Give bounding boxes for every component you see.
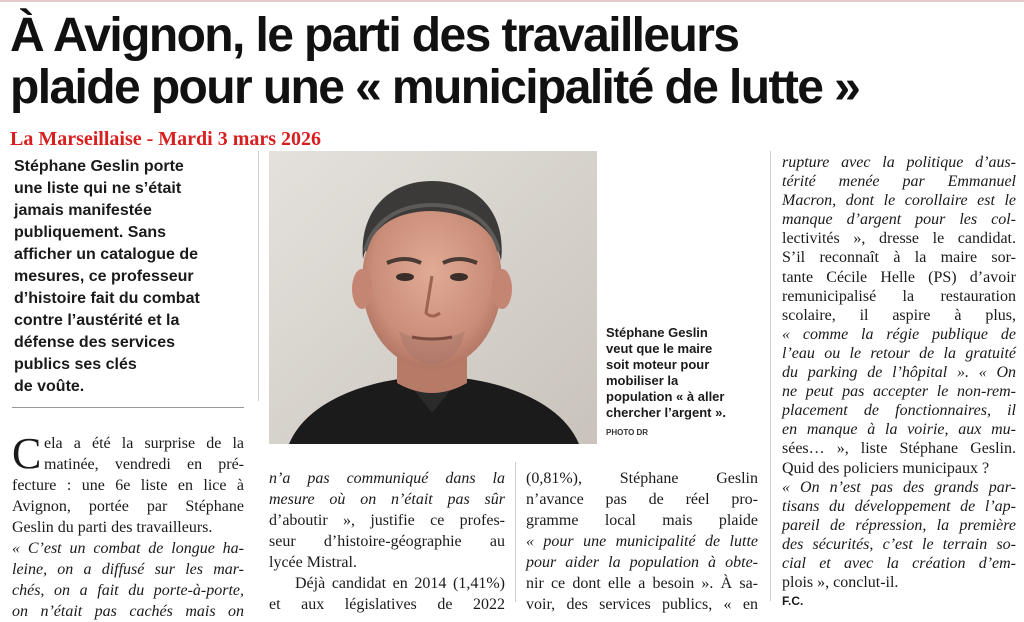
photo-credit: PHOTO DR — [606, 428, 649, 437]
text-line: manque d’argent pour les col- — [782, 211, 1016, 229]
chapo-line: jamais manifestée — [14, 202, 152, 219]
text-line: remunicipalisé la restauration — [782, 287, 1016, 305]
chapo-lead — [14, 156, 250, 398]
caption-line: mobiliser la — [606, 373, 679, 388]
photo-caption — [606, 325, 766, 421]
caption-line: population « à aller — [606, 389, 725, 404]
page-top-border — [0, 0, 1024, 2]
text-line: d’aboutir », justifie ce profes- — [269, 512, 505, 529]
text-line: « On n’est pas des grands par- — [782, 478, 1016, 496]
text-line: plois », conclut-il. — [782, 574, 899, 592]
text-line: chés, on a fait du porte-à-porte, — [12, 582, 244, 599]
source-dateline: La Marseillaise - Mardi 3 mars 2026 — [10, 128, 322, 150]
chapo-line: afficher un catalogue de — [14, 246, 199, 263]
text-line: l’eau ou le retour de la gratuité — [782, 344, 1016, 362]
text-line: « pour une municipalité de lutte — [526, 533, 758, 550]
text-line: matinée, vendredi en pré- — [44, 456, 244, 473]
text-line: térité menée par Emmanuel — [782, 173, 1016, 191]
headline-line-1: À Avignon, le parti des travailleurs — [10, 9, 739, 62]
chapo-line: d’histoire fait du combat — [14, 290, 200, 307]
text-line: tisans du développement de l’ap- — [782, 497, 1016, 515]
headline-line-2: plaide pour une « municipalité de lutte » — [10, 61, 860, 114]
text-line: en manque à la voirie, aux mu- — [782, 421, 1016, 439]
text-line: du parking de l’hôpital ». « On — [782, 364, 1016, 382]
text-line: tante Cécile Helle (PS) d’avoir — [782, 268, 1016, 286]
text-line: voir, des services publics, « en — [526, 596, 758, 613]
caption-line: veut que le maire — [606, 341, 713, 356]
chapo-line: de voûte. — [14, 378, 85, 395]
article-column-2 — [269, 468, 505, 615]
text-line: fecture : une 6e liste en lice à — [12, 477, 244, 494]
chapo-divider — [12, 407, 244, 408]
portrait-illustration — [269, 151, 597, 444]
article-column-4 — [782, 153, 1016, 611]
text-line: « comme la régie publique de — [782, 325, 1016, 343]
headline — [10, 10, 1020, 114]
text-line: Macron, dont le corollaire est le — [782, 192, 1016, 210]
portrait-photo — [269, 151, 597, 444]
text-line: Quid des policiers municipaux ? — [782, 459, 990, 477]
text-line: Avignon, portée par Stéphane — [12, 498, 244, 515]
text-line: n’a pas communiqué dans la — [269, 470, 505, 487]
text-line: « C’est un combat de longue ha- — [12, 540, 244, 557]
text-line: ne peut pas accepter le non-rem- — [782, 383, 1016, 401]
text-line: lectivités », dresse le candidat. — [782, 230, 1016, 248]
column-divider — [770, 151, 771, 601]
text-line: n’avance pas de réel pro- — [526, 491, 758, 508]
article-column-1 — [12, 429, 244, 622]
column-divider — [258, 151, 259, 401]
text-line: placement de fonctionnaires, il — [782, 402, 1016, 420]
text-line: sées… », liste Stéphane Geslin. — [782, 440, 1016, 458]
caption-line: soit moteur pour — [606, 357, 710, 372]
text-line: des sécurités, c’est le terrain so- — [782, 535, 1016, 553]
text-line: mesure où on n’était pas sûr — [269, 491, 505, 508]
text-line: lycée Mistral. — [269, 554, 357, 571]
text-line: gramme local mais plaide — [526, 512, 758, 529]
caption-line: Stéphane Geslin — [606, 325, 708, 340]
chapo-line: contre l’austérité et la — [14, 312, 180, 329]
chapo-line: une liste qui ne s’était — [14, 180, 182, 197]
article-column-3 — [526, 468, 758, 615]
chapo-line: publiquement. Sans — [14, 224, 167, 241]
chapo-line: publics ses clés — [14, 356, 137, 373]
text-line: leine, on a diffusé sur les mar- — [12, 561, 244, 578]
text-line: Déjà candidat en 2014 (1,41%) — [295, 575, 505, 592]
text-line: on n’était pas cachés mais on — [12, 603, 244, 620]
text-line: ela a été la surprise de la — [44, 435, 244, 452]
text-line: pour aider la population à obte- — [526, 554, 758, 571]
text-line: cial et avec la création d’em- — [782, 554, 1016, 572]
author-signature: F.C. — [782, 594, 804, 609]
column-divider — [515, 462, 516, 602]
text-line: (0,81%), Stéphane Geslin — [526, 470, 758, 487]
chapo-line: Stéphane Geslin porte — [14, 158, 184, 175]
drop-cap: C — [12, 429, 42, 478]
caption-line: chercher l’argent ». — [606, 405, 726, 420]
text-line: scolaire, il aspire à plus, — [782, 306, 1016, 324]
text-line: Geslin du parti des travailleurs. — [12, 519, 213, 536]
text-line: S’il reconnaît à la maire sor- — [782, 249, 1016, 267]
chapo-line: défense des services — [14, 334, 175, 351]
text-line: rupture avec la politique d’aus- — [782, 154, 1016, 171]
text-line: pareil de répression, la première — [782, 516, 1016, 534]
text-line: nir ce dont elle a besoin ». À sa- — [526, 575, 758, 592]
text-line: et aux législatives de 2022 — [269, 596, 505, 613]
text-line: seur d’histoire-géographie au — [269, 533, 505, 550]
chapo-line: mesures, ce professeur — [14, 268, 194, 285]
